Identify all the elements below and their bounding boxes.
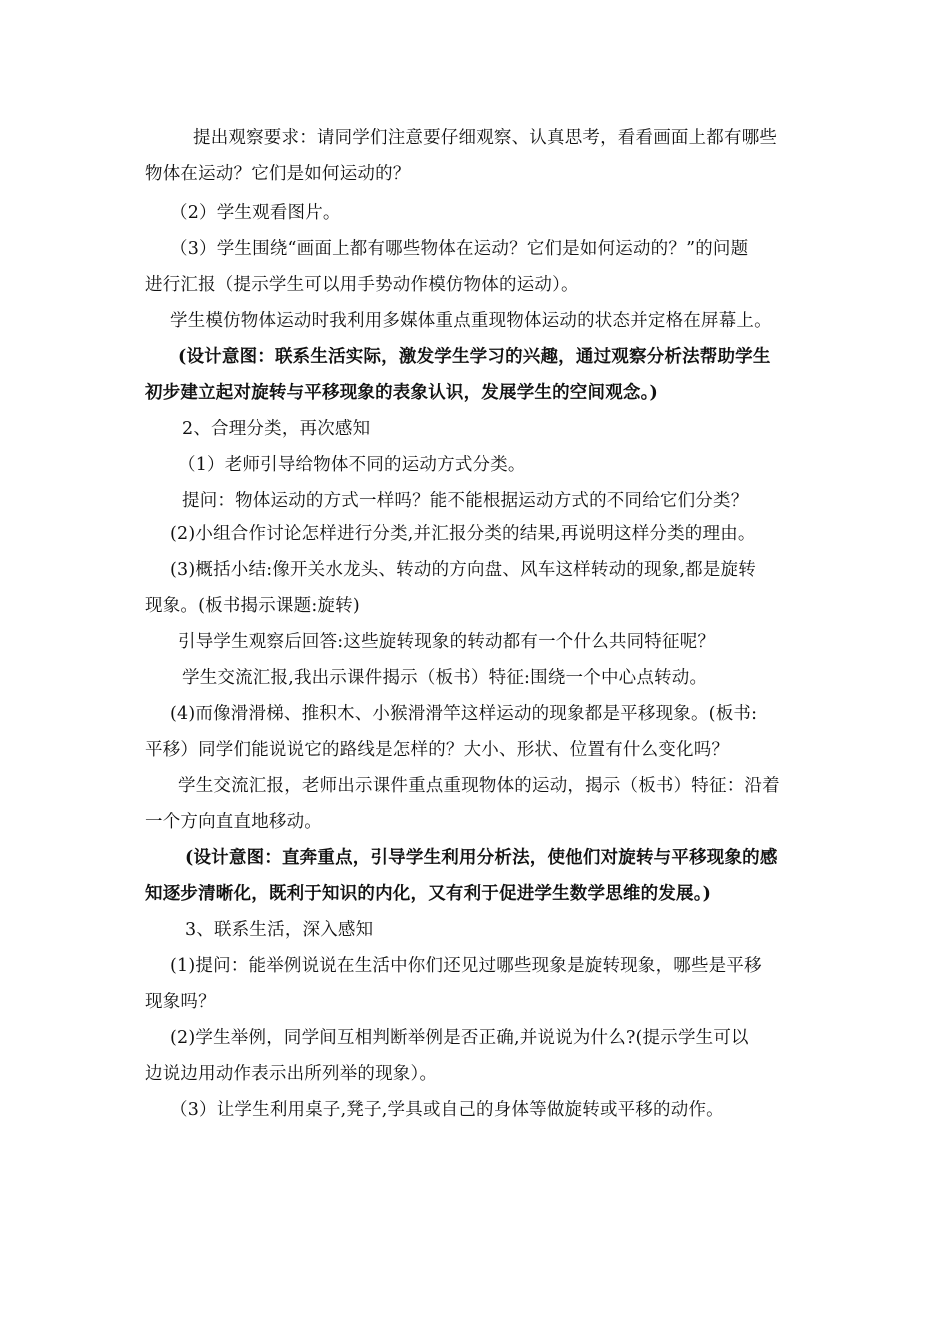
design-intent-line: (设计意图：联系生活实际，激发学生学习的兴趣，通过观察分析法帮助学生 (178, 347, 771, 367)
paragraph-line: (1)提问：能举例说说在生活中你们还见过哪些现象是旋转现象，哪些是平移 (170, 956, 762, 976)
paragraph-line: (2)学生举例，同学间互相判断举例是否正确,并说说为什么?(提示学生可以 (170, 1028, 749, 1048)
paragraph-line: 提出观察要求：请同学们注意要仔细观察、认真思考，看看画面上都有哪些 (193, 128, 778, 148)
section-heading: 2、合理分类，再次感知 (182, 419, 371, 439)
paragraph-line: 现象吗？ (145, 992, 216, 1012)
paragraph-line: (3)概括小结:像开关水龙头、转动的方向盘、风车这样转动的现象,都是旋转 (170, 560, 756, 580)
paragraph-line: （2）学生观看图片。 (170, 203, 341, 223)
paragraph-line: 进行汇报（提示学生可以用手势动作模仿物体的运动）。 (145, 275, 579, 295)
paragraph-line: 学生模仿物体运动时我利用多媒体重点重现物体运动的状态并定格在屏幕上。 (170, 311, 772, 331)
paragraph-line: （3）让学生利用桌子,凳子,学具或自己的身体等做旋转或平移的动作。 (170, 1100, 724, 1120)
paragraph-line: （3）学生围绕“画面上都有哪些物体在运动？它们是如何运动的？”的问题 (170, 239, 749, 259)
paragraph-line: 现象。(板书揭示课题:旋转) (145, 596, 360, 616)
paragraph-line: 学生交流汇报，老师出示课件重点重现物体的运动，揭示（板书）特征：沿着 (178, 776, 780, 796)
paragraph-line: 学生交流汇报,我出示课件揭示（板书）特征:围绕一个中心点转动。 (182, 668, 708, 688)
paragraph-line: （1）老师引导给物体不同的运动方式分类。 (178, 455, 526, 475)
paragraph-line: (4)而像滑滑梯、推积木、小猴滑滑竿这样运动的现象都是平移现象。(板书: (170, 704, 758, 724)
design-intent-line: (设计意图：直奔重点，引导学生利用分析法，使他们对旋转与平移现象的感 (185, 848, 778, 868)
paragraph-line: 平移）同学们能说说它的路线是怎样的？大小、形状、位置有什么变化吗？ (145, 740, 730, 760)
paragraph-line: 物体在运动？它们是如何运动的？ (145, 164, 411, 184)
paragraph-line: 提问：物体运动的方式一样吗？能不能根据运动方式的不同给它们分类？ (182, 491, 749, 511)
paragraph-line: (2)小组合作讨论怎样进行分类,并汇报分类的结果,再说明这样分类的理由。 (170, 524, 756, 544)
section-heading: 3、联系生活，深入感知 (185, 920, 374, 940)
design-intent-line: 初步建立起对旋转与平移现象的表象认识，发展学生的空间观念。) (145, 383, 659, 403)
paragraph-line: 一个方向直直地移动。 (145, 812, 322, 832)
paragraph-line: 边说边用动作表示出所列举的现象）。 (145, 1064, 438, 1084)
paragraph-line: 引导学生观察后回答:这些旋转现象的转动都有一个什么共同特征呢？ (178, 632, 716, 652)
design-intent-line: 知逐步清晰化，既利于知识的内化，又有利于促进学生数学思维的发展。) (145, 884, 712, 904)
